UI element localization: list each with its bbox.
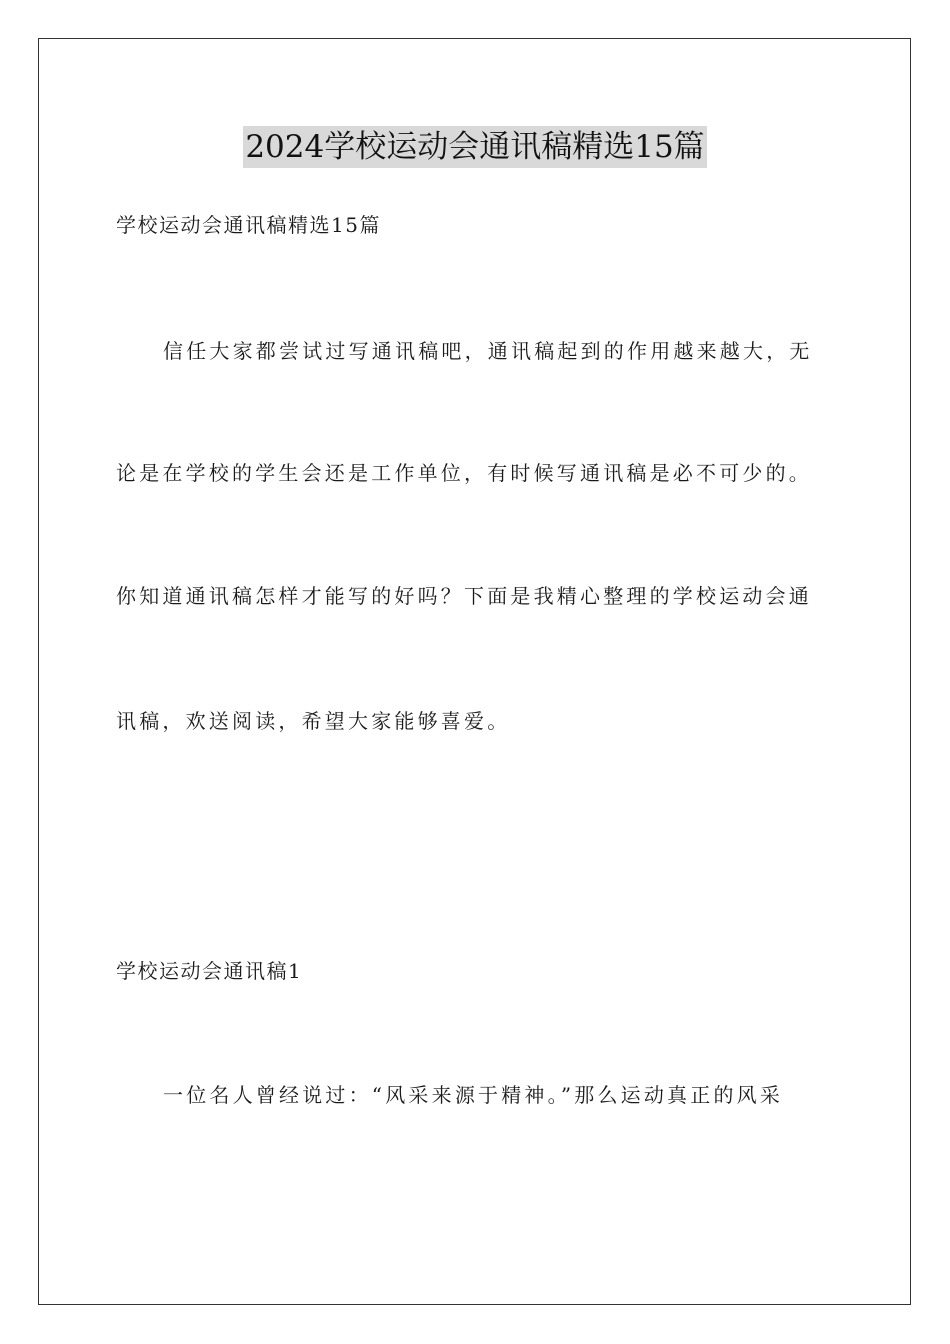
intro-line-4: 讯稿，欢送阅读，希望大家能够喜爱。 (116, 709, 511, 733)
document-title: 2024学校运动会通讯稿精选15篇 (243, 126, 706, 168)
section-line-1: 一位名人曾经说过：“风采来源于精神。”那么运动真正的风采 (163, 1083, 784, 1107)
section-heading: 学校运动会通讯稿1 (116, 959, 303, 983)
intro-line-3: 你知道通讯稿怎样才能写的好吗？下面是我精心整理的学校运动会通 (116, 584, 812, 608)
intro-line-2: 论是在学校的学生会还是工作单位，有时候写通讯稿是必不可少的。 (116, 461, 812, 485)
title-container (0, 126, 950, 168)
document-subtitle: 学校运动会通讯稿精选15篇 (116, 213, 381, 237)
intro-line-1: 信任大家都尝试过写通讯稿吧，通讯稿起到的作用越来越大，无 (163, 339, 813, 363)
